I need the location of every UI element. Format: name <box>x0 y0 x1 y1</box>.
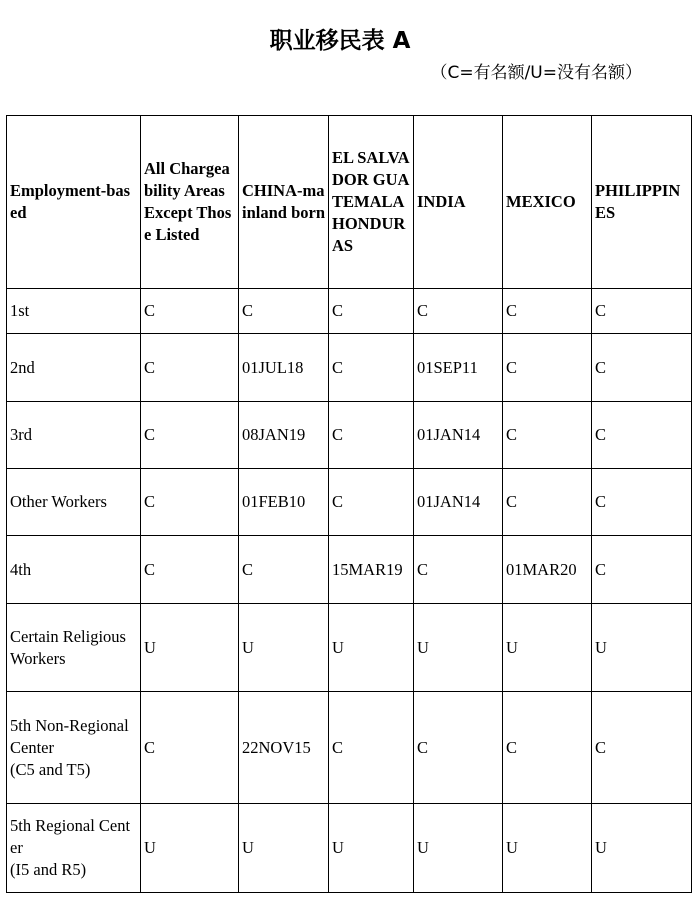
table-row <box>7 334 692 402</box>
table-cell: 01JAN14 <box>414 402 503 469</box>
table-cell: C <box>592 692 692 804</box>
table-cell: C <box>503 402 592 469</box>
row-label: 1st <box>7 289 141 334</box>
table-cell: U <box>329 604 414 692</box>
table-cell: C <box>329 469 414 536</box>
table-cell: C <box>141 536 239 604</box>
table-cell: U <box>239 604 329 692</box>
table-cell: 15MAR19 <box>329 536 414 604</box>
table-cell: C <box>592 334 692 402</box>
legend-note: （C=有名额/U=没有名额） <box>430 63 642 83</box>
table-cell: C <box>414 289 503 334</box>
table-cell: C <box>141 334 239 402</box>
table-cell: C <box>503 334 592 402</box>
row-label: 4th <box>7 536 141 604</box>
row-label: 5th Non-Regional Center (C5 and T5) <box>7 692 141 804</box>
table-cell: U <box>592 604 692 692</box>
header-all-chargeability: All Chargeability Areas Except Those Listed <box>141 116 239 289</box>
table-cell: U <box>414 604 503 692</box>
row-label: 5th Regional Center (I5 and R5) <box>7 804 141 893</box>
header-china: CHINA-mainland born <box>239 116 329 289</box>
table-cell: C <box>503 692 592 804</box>
table-cell: C <box>592 469 692 536</box>
table-row <box>7 692 692 804</box>
table-cell: 08JAN19 <box>239 402 329 469</box>
table-cell: 01SEP11 <box>414 334 503 402</box>
table-cell: U <box>141 804 239 893</box>
table-cell: U <box>329 804 414 893</box>
row-label: Certain Religious Workers <box>7 604 141 692</box>
page-title: 职业移民表 A <box>269 28 411 54</box>
table-cell: C <box>592 536 692 604</box>
table-row <box>7 604 692 692</box>
header-mexico: MEXICO <box>503 116 592 289</box>
table-cell: C <box>239 536 329 604</box>
table-cell: C <box>414 692 503 804</box>
table-cell: C <box>329 402 414 469</box>
visa-bulletin-table <box>6 115 692 893</box>
table-row <box>7 804 692 893</box>
table-cell: C <box>239 289 329 334</box>
row-label: Other Workers <box>7 469 141 536</box>
table-row <box>7 536 692 604</box>
table-cell: 01JAN14 <box>414 469 503 536</box>
table-cell: U <box>592 804 692 893</box>
table-row <box>7 469 692 536</box>
table-header-row <box>7 116 692 289</box>
table-cell: 01MAR20 <box>503 536 592 604</box>
table-row <box>7 289 692 334</box>
row-label: 2nd <box>7 334 141 402</box>
table-cell: U <box>414 804 503 893</box>
table-cell: U <box>503 804 592 893</box>
table-cell: C <box>329 692 414 804</box>
table-cell: C <box>592 289 692 334</box>
table-cell: C <box>141 469 239 536</box>
header-el-salvador: EL SALVADOR GUATEMALA HONDURAS <box>329 116 414 289</box>
table-cell: U <box>503 604 592 692</box>
table-cell: U <box>141 604 239 692</box>
table-cell: 22NOV15 <box>239 692 329 804</box>
table-cell: C <box>329 334 414 402</box>
header-india: INDIA <box>414 116 503 289</box>
table-cell: C <box>329 289 414 334</box>
table-cell: C <box>141 289 239 334</box>
table-cell: 01JUL18 <box>239 334 329 402</box>
table-cell: C <box>141 402 239 469</box>
table-cell: C <box>592 402 692 469</box>
row-label: 3rd <box>7 402 141 469</box>
table-cell: C <box>141 692 239 804</box>
header-employment-based: Employment-based <box>7 116 141 289</box>
table-row <box>7 402 692 469</box>
table-cell: U <box>239 804 329 893</box>
table-cell: 01FEB10 <box>239 469 329 536</box>
table-cell: C <box>503 469 592 536</box>
header-philippines: PHILIPPINES <box>592 116 692 289</box>
table-cell: C <box>503 289 592 334</box>
table-cell: C <box>414 536 503 604</box>
